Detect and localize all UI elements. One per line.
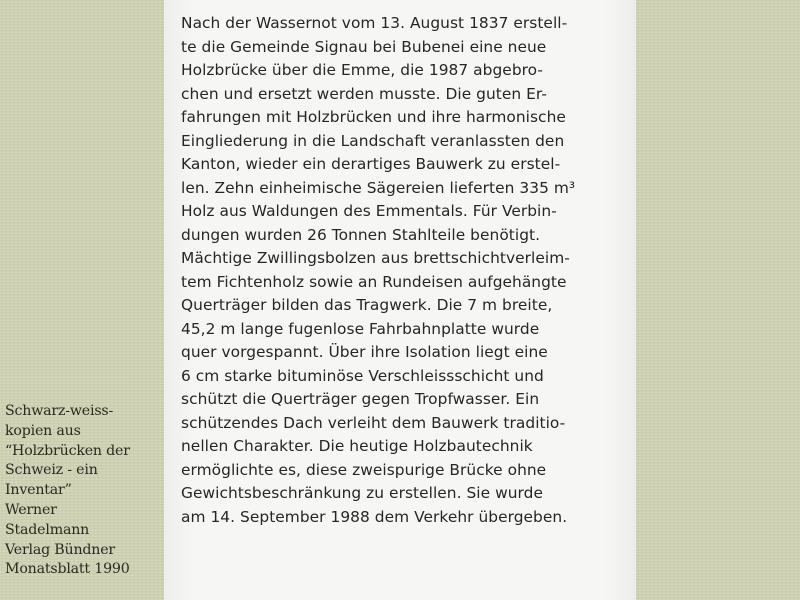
caption-line: Schweiz - ein [5, 462, 98, 479]
text-line: Nach der Wassernot vom 13. August 1837 erstell- [181, 14, 568, 32]
text-line: 6 cm starke bituminöse Verschleissschicht und [181, 366, 544, 385]
text-line: am 14. September 1988 dem Verkehr übergeben. [181, 507, 568, 526]
caption-line: Werner [5, 501, 57, 518]
text-line: Gewichtsbeschränkung zu erstellen. Sie wurde [181, 484, 543, 502]
caption-line: “Holzbrücken der [5, 442, 130, 459]
text-line: Eingliederung in die Landschaft veranlassten den [181, 131, 565, 150]
text-line: 45,2 m lange fugenlose Fahrbahnplatte wurde [181, 319, 540, 338]
text-line: quer vorgespannt. Über ihre Isolation liegt eine [181, 343, 548, 361]
text-line: Kanton, wieder ein derartiges Bauwerk zu erstel- [181, 155, 561, 173]
text-line: nellen Charakter. Die heutige Holzbautechnik [181, 437, 533, 455]
text-line: schützt die Querträger gegen Tropfwasser. Ein [181, 390, 540, 408]
text-line: schützendes Dach verleiht dem Bauwerk traditio- [181, 413, 566, 432]
text-line: tem Fichtenholz sowie an Rundeisen aufgehängte [181, 272, 567, 291]
text-line: te die Gemeinde Signau bei Bubenei eine neue [181, 37, 547, 56]
scanned-text-page [164, 0, 636, 600]
text-line: len. Zehn einheimische Sägereien lieferten 335 m³ [181, 178, 576, 197]
caption-line: Inventar” [5, 482, 72, 499]
text-line: Holzbrücke über die Emme, die 1987 abgebro- [181, 61, 544, 79]
text-line: fahrungen mit Holzbrücken und ihre harmonische [181, 108, 566, 126]
caption-line: Schwarz-weiss- [5, 403, 114, 419]
text-line: ermöglichte es, diese zweispurige Brücke ohne [181, 460, 547, 479]
caption-line: Stadelmann [5, 521, 90, 538]
caption-line: kopien aus [5, 422, 81, 439]
caption-line: Monatsblatt 1990 [5, 561, 130, 578]
text-line: Holz aus Waldungen des Emmentals. Für Verbin- [181, 202, 557, 220]
caption-line: Verlag Bündner [5, 541, 116, 558]
text-line: Mächtige Zwillingsbolzen aus brettschichtverleim- [181, 249, 570, 267]
source-caption [5, 402, 163, 580]
text-line: chen und ersetzt werden musste. Die guten Er- [181, 84, 547, 103]
text-line: Querträger bilden das Tragwerk. Die 7 m breite, [181, 296, 553, 314]
text-line: dungen wurden 26 Tonnen Stahlteile benötigt. [181, 225, 541, 244]
